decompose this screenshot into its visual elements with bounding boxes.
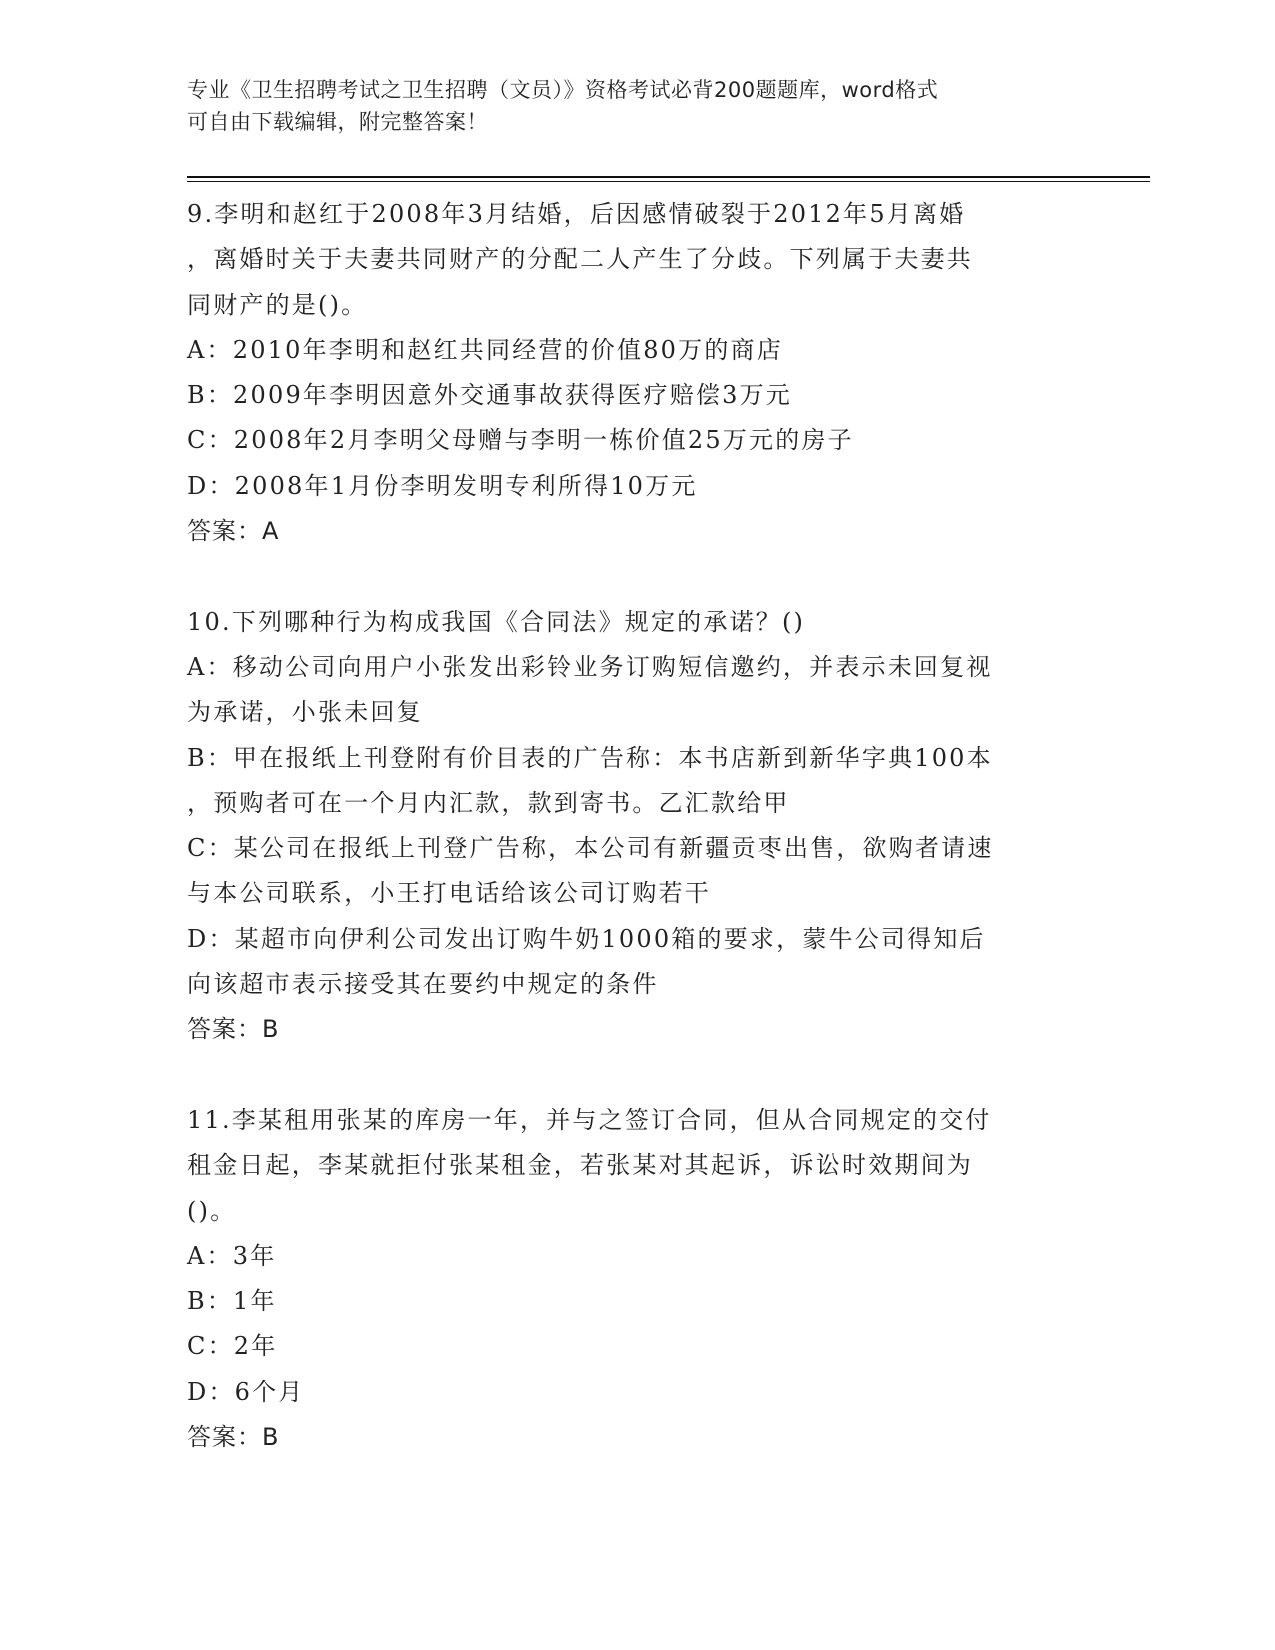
header-divider: [187, 181, 1150, 182]
option-b-continued: ，预购者可在一个月内汇款，款到寄书。乙汇款给甲: [187, 788, 790, 817]
question-stem: 同财产的是()。: [187, 290, 368, 319]
option-c-continued: 与本公司联系，小王打电话给该公司订购若干: [187, 879, 711, 908]
spacer: [187, 554, 1087, 599]
header-divider: [187, 176, 1150, 178]
option-d: D：6个月: [187, 1377, 305, 1406]
option-d-continued: 向该超市表示接受其在要约中规定的条件: [187, 970, 659, 999]
option-c: C：2年: [187, 1332, 278, 1361]
spacer: [187, 1053, 1087, 1098]
option-c: C：2008年2月李明父母赠与李明一栋价值25万元的房子: [187, 426, 854, 455]
question-stem: 10.下列哪种行为构成我国《合同法》规定的承诺？(): [187, 607, 806, 636]
option-d: D：2008年1月份李明发明专利所得10万元: [187, 471, 698, 500]
option-d: D：某超市向伊利公司发出订购牛奶1000箱的要求，蒙牛公司得知后: [187, 924, 986, 953]
question-stem: ()。: [187, 1196, 237, 1225]
option-a-continued: 为承诺，小张未回复: [187, 698, 423, 727]
question-stem: ，离婚时关于夫妻共同财产的分配二人产生了分歧。下列属于夫妻共: [187, 245, 973, 274]
question-block: [187, 600, 1087, 1053]
option-b: B：1年: [187, 1287, 277, 1316]
option-a: A：3年: [187, 1241, 277, 1270]
question-block: [187, 192, 1087, 554]
option-a: A：2010年李明和赵红共同经营的价值80万的商店: [187, 335, 783, 364]
answer: 答案：B: [187, 1423, 280, 1452]
option-c: C：某公司在报纸上刊登广告称，本公司有新疆贡枣出售，欲购者请速: [187, 834, 994, 863]
question-list: [187, 192, 1087, 1460]
document-header: [187, 74, 1067, 138]
answer: 答案：B: [187, 1015, 280, 1044]
header-line: 专业《卫生招聘考试之卫生招聘（文员）》资格考试必背200题题库，word格式: [187, 78, 939, 102]
option-b: B：2009年李明因意外交通事故获得医疗赔偿3万元: [187, 381, 792, 410]
question-stem: 9.李明和赵红于2008年3月结婚，后因感情破裂于2012年5月离婚: [187, 200, 966, 228]
answer: 答案：A: [187, 517, 280, 546]
question-stem: 租金日起，李某就拒付张某租金，若张某对其起诉，诉讼时效期间为: [187, 1151, 973, 1180]
question-block: [187, 1098, 1087, 1460]
question-stem: 11.李某租用张某的库房一年，并与之签订合同，但从合同规定的交付: [187, 1105, 992, 1134]
option-a: A：移动公司向用户小张发出彩铃业务订购短信邀约，并表示未回复视: [187, 652, 993, 681]
option-b: B：甲在报纸上刊登附有价目表的广告称：本书店新到新华字典100本: [187, 743, 993, 772]
header-line: 可自由下载编辑，附完整答案！: [187, 110, 488, 134]
